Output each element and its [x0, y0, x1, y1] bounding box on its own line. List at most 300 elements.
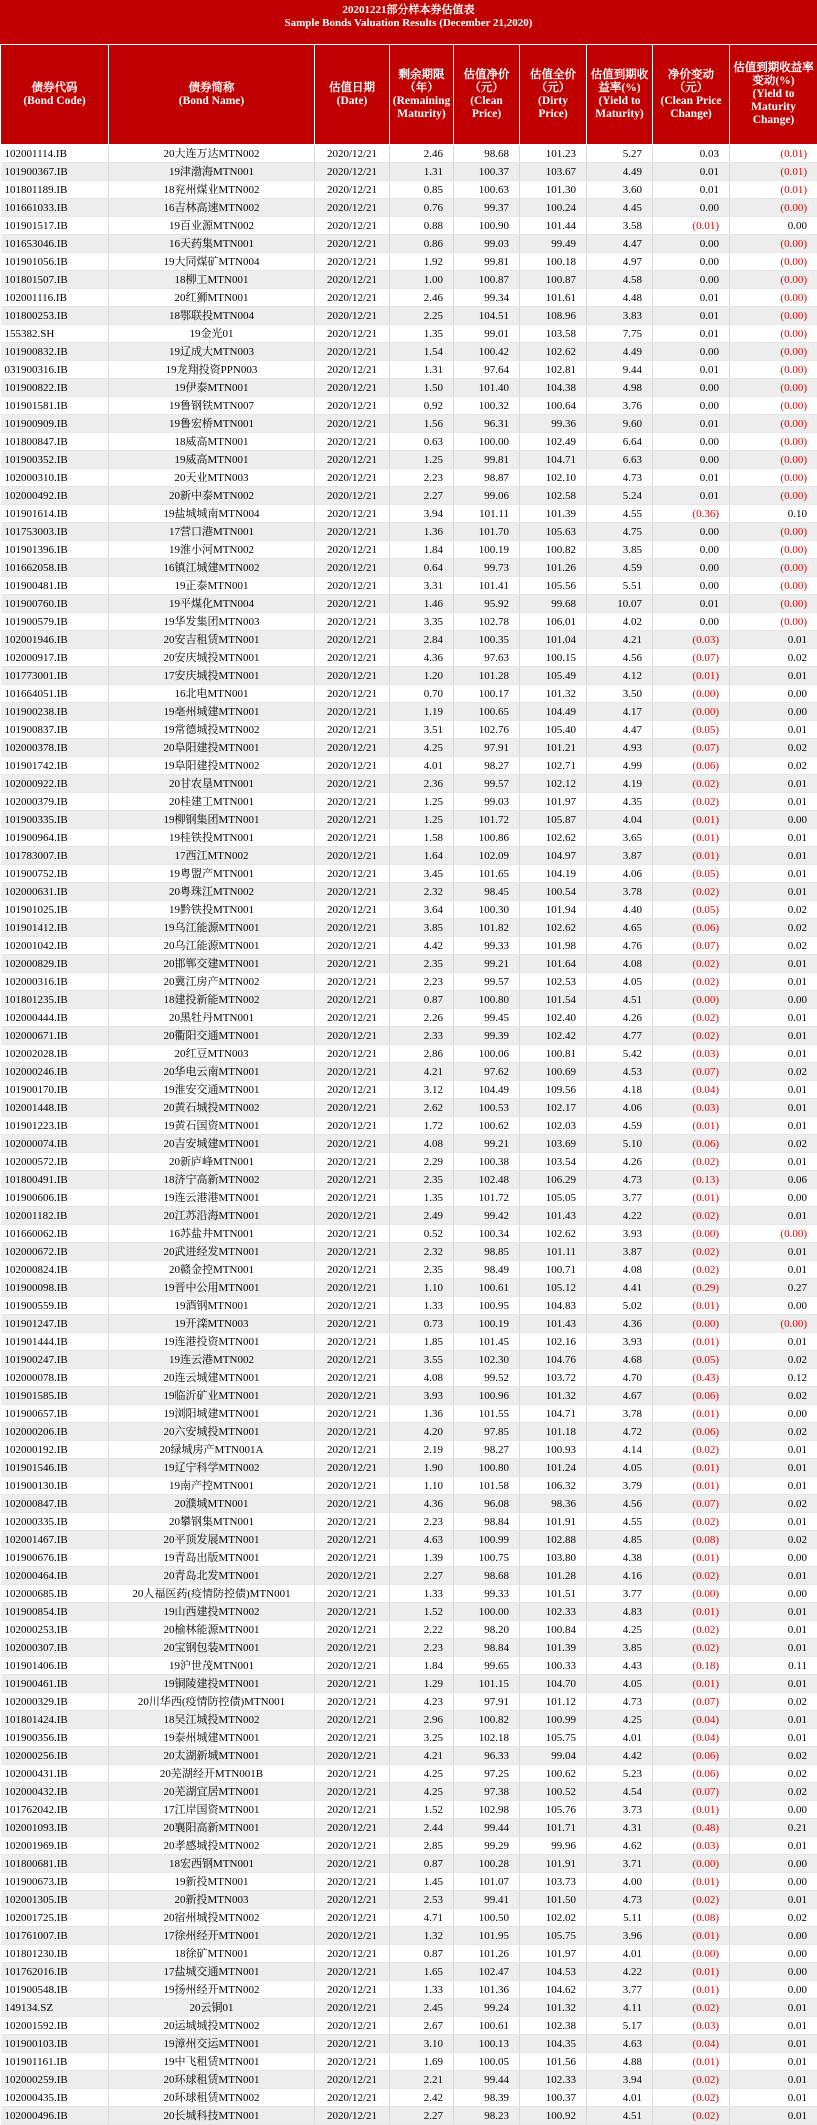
cell-yield-change: (0.00) [730, 1315, 817, 1333]
cell-bond-name: 20川华西(疫情防控债)MTN001 [109, 1693, 315, 1711]
cell-clean-price-change: 0.01 [653, 415, 730, 433]
cell-clean-price-change: (0.02) [653, 1639, 730, 1657]
cell-date: 2020/12/21 [315, 1909, 390, 1927]
cell-remaining-maturity: 2.46 [390, 289, 454, 307]
cell-remaining-maturity: 4.21 [390, 1063, 454, 1081]
cell-clean-price: 101.72 [454, 1189, 520, 1207]
cell-yield: 4.47 [587, 235, 653, 253]
cell-clean-price: 100.05 [454, 2053, 520, 2071]
cell-clean-price-change: 0.01 [653, 487, 730, 505]
cell-yield: 4.11 [587, 1999, 653, 2017]
cell-remaining-maturity: 1.33 [390, 1981, 454, 1999]
cell-yield: 3.60 [587, 181, 653, 199]
table-row [1, 1927, 817, 1945]
table-row [1, 397, 817, 415]
cell-clean-price-change: 0.00 [653, 523, 730, 541]
cell-bond-code: 102001042.IB [1, 937, 109, 955]
cell-date: 2020/12/21 [315, 2035, 390, 2053]
cell-yield: 4.01 [587, 2089, 653, 2107]
cell-dirty-price: 101.04 [520, 631, 587, 649]
cell-yield: 4.22 [587, 1207, 653, 1225]
cell-bond-code: 101900481.IB [1, 577, 109, 595]
cell-yield-change: 0.01 [730, 1477, 817, 1495]
cell-clean-price: 99.06 [454, 487, 520, 505]
cell-yield-change: (0.01) [730, 145, 817, 163]
cell-clean-price-change: (0.02) [653, 955, 730, 973]
cell-date: 2020/12/21 [315, 1189, 390, 1207]
table-row [1, 1765, 817, 1783]
cell-yield: 5.24 [587, 487, 653, 505]
cell-bond-code: 102000824.IB [1, 1261, 109, 1279]
cell-dirty-price: 100.81 [520, 1045, 587, 1063]
cell-dirty-price: 103.58 [520, 325, 587, 343]
table-row [1, 1819, 817, 1837]
cell-clean-price-change: 0.01 [653, 307, 730, 325]
cell-yield-change: 0.00 [730, 991, 817, 1009]
table-row [1, 1117, 817, 1135]
cell-date: 2020/12/21 [315, 1729, 390, 1747]
cell-clean-price: 98.27 [454, 757, 520, 775]
cell-yield: 4.72 [587, 1423, 653, 1441]
cell-dirty-price: 101.54 [520, 991, 587, 1009]
table-row [1, 865, 817, 883]
cell-date: 2020/12/21 [315, 1045, 390, 1063]
cell-remaining-maturity: 1.52 [390, 1603, 454, 1621]
cell-bond-name: 20绿城房产MTN001A [109, 1441, 315, 1459]
cell-bond-name: 19平煤化MTN004 [109, 595, 315, 613]
cell-bond-code: 101900247.IB [1, 1351, 109, 1369]
cell-dirty-price: 101.97 [520, 793, 587, 811]
cell-yield-change: 0.02 [730, 1495, 817, 1513]
table-row [1, 1315, 817, 1333]
cell-dirty-price: 102.12 [520, 775, 587, 793]
cell-yield: 4.49 [587, 163, 653, 181]
cell-remaining-maturity: 3.35 [390, 613, 454, 631]
cell-clean-price-change: (0.03) [653, 1045, 730, 1063]
cell-bond-name: 19开滦MTN003 [109, 1315, 315, 1333]
cell-yield: 3.73 [587, 1801, 653, 1819]
table-row [1, 1495, 817, 1513]
table-row [1, 1369, 817, 1387]
column-header-yield-change: 估值到期收益率变动(%) (Yield to Maturity Change) [730, 45, 817, 145]
cell-yield-change: 0.00 [730, 1297, 817, 1315]
cell-date: 2020/12/21 [315, 811, 390, 829]
cell-yield-change: 0.01 [730, 2071, 817, 2089]
cell-yield: 3.78 [587, 883, 653, 901]
cell-clean-price: 102.30 [454, 1351, 520, 1369]
cell-remaining-maturity: 0.85 [390, 181, 454, 199]
table-row [1, 415, 817, 433]
cell-yield: 4.75 [587, 523, 653, 541]
cell-bond-code: 102000253.IB [1, 1621, 109, 1639]
table-row [1, 487, 817, 505]
cell-bond-name: 20新投MTN003 [109, 1891, 315, 1909]
cell-remaining-maturity: 4.08 [390, 1369, 454, 1387]
cell-clean-price-change: 0.01 [653, 469, 730, 487]
cell-bond-code: 101901247.IB [1, 1315, 109, 1333]
cell-bond-name: 19扬州经开MTN002 [109, 1981, 315, 1999]
cell-yield: 6.63 [587, 451, 653, 469]
cell-dirty-price: 101.32 [520, 1999, 587, 2017]
cell-bond-code: 102000671.IB [1, 1027, 109, 1045]
table-row [1, 829, 817, 847]
cell-clean-price-change: (0.03) [653, 1099, 730, 1117]
cell-remaining-maturity: 4.20 [390, 1423, 454, 1441]
cell-clean-price-change: (0.01) [653, 1333, 730, 1351]
cell-clean-price-change: (0.29) [653, 1279, 730, 1297]
cell-bond-name: 16苏盐井MTN001 [109, 1225, 315, 1243]
cell-bond-code: 031900316.IB [1, 361, 109, 379]
table-row [1, 1981, 817, 1999]
cell-bond-name: 20环球租赁MTN002 [109, 2089, 315, 2107]
cell-bond-code: 101901056.IB [1, 253, 109, 271]
cell-remaining-maturity: 1.92 [390, 253, 454, 271]
table-row [1, 1693, 817, 1711]
cell-clean-price: 97.85 [454, 1423, 520, 1441]
table-row [1, 1675, 817, 1693]
cell-clean-price-change: (0.06) [653, 1765, 730, 1783]
cell-clean-price-change: (0.01) [653, 1477, 730, 1495]
cell-clean-price-change: 0.00 [653, 577, 730, 595]
cell-clean-price: 102.78 [454, 613, 520, 631]
cell-yield: 3.96 [587, 1927, 653, 1945]
cell-yield-change: 0.02 [730, 1747, 817, 1765]
cell-clean-price-change: (0.01) [653, 811, 730, 829]
cell-clean-price-change: (0.02) [653, 1261, 730, 1279]
cell-dirty-price: 105.75 [520, 1927, 587, 1945]
cell-date: 2020/12/21 [315, 1855, 390, 1873]
table-row [1, 1549, 817, 1567]
cell-bond-code: 101900170.IB [1, 1081, 109, 1099]
cell-remaining-maturity: 1.69 [390, 2053, 454, 2071]
cell-remaining-maturity: 1.00 [390, 271, 454, 289]
cell-bond-code: 102000335.IB [1, 1513, 109, 1531]
cell-clean-price-change: (0.02) [653, 2071, 730, 2089]
cell-bond-code: 101762042.IB [1, 1801, 109, 1819]
cell-bond-code: 102000329.IB [1, 1693, 109, 1711]
cell-bond-code: 102001116.IB [1, 289, 109, 307]
cell-yield-change: 0.01 [730, 1891, 817, 1909]
cell-date: 2020/12/21 [315, 397, 390, 415]
cell-bond-name: 19辽成大MTN003 [109, 343, 315, 361]
cell-yield-change: 0.00 [730, 1405, 817, 1423]
cell-bond-name: 19中飞租赁MTN001 [109, 2053, 315, 2071]
cell-remaining-maturity: 1.90 [390, 1459, 454, 1477]
cell-bond-name: 20武进经发MTN001 [109, 1243, 315, 1261]
cell-bond-code: 101800847.IB [1, 433, 109, 451]
cell-dirty-price: 101.18 [520, 1423, 587, 1441]
cell-yield-change: 0.00 [730, 1801, 817, 1819]
cell-yield: 4.73 [587, 469, 653, 487]
table-row [1, 721, 817, 739]
cell-bond-code: 101801230.IB [1, 1945, 109, 1963]
cell-dirty-price: 106.32 [520, 1477, 587, 1495]
cell-clean-price: 100.37 [454, 163, 520, 181]
cell-yield-change: (0.00) [730, 541, 817, 559]
cell-clean-price: 99.44 [454, 2071, 520, 2089]
cell-remaining-maturity: 0.52 [390, 1225, 454, 1243]
cell-remaining-maturity: 1.31 [390, 163, 454, 181]
cell-dirty-price: 101.97 [520, 1945, 587, 1963]
cell-bond-name: 20新庐峰MTN001 [109, 1153, 315, 1171]
cell-yield-change: 0.01 [730, 1027, 817, 1045]
cell-dirty-price: 102.53 [520, 973, 587, 991]
cell-clean-price: 100.80 [454, 991, 520, 1009]
cell-clean-price: 100.28 [454, 1855, 520, 1873]
cell-clean-price: 100.42 [454, 343, 520, 361]
cell-date: 2020/12/21 [315, 451, 390, 469]
cell-yield-change: (0.00) [730, 559, 817, 577]
cell-date: 2020/12/21 [315, 865, 390, 883]
cell-remaining-maturity: 2.32 [390, 1243, 454, 1261]
table-row [1, 577, 817, 595]
cell-remaining-maturity: 1.52 [390, 1801, 454, 1819]
cell-bond-code: 101801189.IB [1, 181, 109, 199]
bond-valuation-table [0, 44, 817, 2125]
cell-clean-price-change: (0.02) [653, 1441, 730, 1459]
cell-clean-price-change: 0.00 [653, 379, 730, 397]
cell-clean-price: 100.38 [454, 1153, 520, 1171]
cell-clean-price-change: (0.02) [653, 973, 730, 991]
cell-dirty-price: 101.32 [520, 1387, 587, 1405]
cell-clean-price-change: (0.18) [653, 1657, 730, 1675]
cell-bond-name: 20红豆MTN003 [109, 1045, 315, 1063]
cell-bond-code: 102001969.IB [1, 1837, 109, 1855]
cell-remaining-maturity: 3.45 [390, 865, 454, 883]
title-english: Sample Bonds Valuation Results (December 21,2020) [0, 17, 817, 30]
cell-date: 2020/12/21 [315, 523, 390, 541]
cell-yield: 3.77 [587, 1189, 653, 1207]
cell-date: 2020/12/21 [315, 1927, 390, 1945]
cell-clean-price-change: (0.02) [653, 2089, 730, 2107]
cell-dirty-price: 104.76 [520, 1351, 587, 1369]
cell-remaining-maturity: 2.26 [390, 1009, 454, 1027]
cell-remaining-maturity: 2.32 [390, 883, 454, 901]
cell-clean-price-change: (0.03) [653, 631, 730, 649]
cell-bond-code: 101761007.IB [1, 1927, 109, 1945]
cell-yield: 4.88 [587, 2053, 653, 2071]
cell-clean-price: 99.34 [454, 289, 520, 307]
cell-clean-price-change: (0.06) [653, 1387, 730, 1405]
cell-clean-price: 100.99 [454, 1531, 520, 1549]
cell-yield: 4.25 [587, 1711, 653, 1729]
cell-date: 2020/12/21 [315, 1279, 390, 1297]
cell-dirty-price: 102.62 [520, 343, 587, 361]
table-row [1, 1333, 817, 1351]
cell-dirty-price: 102.58 [520, 487, 587, 505]
cell-yield: 4.54 [587, 1783, 653, 1801]
cell-yield-change: 0.02 [730, 1387, 817, 1405]
cell-yield: 5.02 [587, 1297, 653, 1315]
cell-date: 2020/12/21 [315, 1423, 390, 1441]
cell-yield: 4.73 [587, 1891, 653, 1909]
cell-dirty-price: 104.53 [520, 1963, 587, 1981]
cell-date: 2020/12/21 [315, 2107, 390, 2125]
cell-clean-price: 100.13 [454, 2035, 520, 2053]
table-row [1, 1513, 817, 1531]
cell-dirty-price: 100.62 [520, 1765, 587, 1783]
cell-bond-code: 102000685.IB [1, 1585, 109, 1603]
cell-clean-price: 98.27 [454, 1441, 520, 1459]
cell-date: 2020/12/21 [315, 1873, 390, 1891]
cell-clean-price: 101.41 [454, 577, 520, 595]
table-row [1, 1207, 817, 1225]
cell-dirty-price: 102.71 [520, 757, 587, 775]
cell-clean-price-change: (0.08) [653, 1531, 730, 1549]
cell-bond-code: 149134.SZ [1, 1999, 109, 2017]
cell-yield: 4.26 [587, 1153, 653, 1171]
cell-clean-price-change: 0.01 [653, 289, 730, 307]
cell-bond-name: 19柳钢集团MTN001 [109, 811, 315, 829]
cell-clean-price: 101.07 [454, 1873, 520, 1891]
cell-yield-change: 0.00 [730, 811, 817, 829]
cell-bond-name: 18柳工MTN001 [109, 271, 315, 289]
cell-yield-change: 0.00 [730, 1855, 817, 1873]
cell-date: 2020/12/21 [315, 1837, 390, 1855]
cell-clean-price: 98.39 [454, 2089, 520, 2107]
table-row [1, 2035, 817, 2053]
cell-clean-price-change: (0.06) [653, 919, 730, 937]
cell-dirty-price: 104.62 [520, 1981, 587, 1999]
cell-yield: 4.42 [587, 1747, 653, 1765]
cell-yield: 4.85 [587, 1531, 653, 1549]
cell-yield: 3.93 [587, 1333, 653, 1351]
cell-remaining-maturity: 2.44 [390, 1819, 454, 1837]
cell-clean-price-change: (0.04) [653, 1081, 730, 1099]
cell-remaining-maturity: 1.85 [390, 1333, 454, 1351]
cell-bond-name: 19伊泰MTN001 [109, 379, 315, 397]
cell-dirty-price: 102.03 [520, 1117, 587, 1135]
sheet-title [0, 0, 817, 44]
cell-dirty-price: 100.18 [520, 253, 587, 271]
table-row [1, 145, 817, 163]
cell-bond-code: 101661033.IB [1, 199, 109, 217]
cell-dirty-price: 101.43 [520, 1207, 587, 1225]
cell-date: 2020/12/21 [315, 631, 390, 649]
cell-yield-change: 0.01 [730, 1081, 817, 1099]
cell-clean-price-change: (0.00) [653, 1225, 730, 1243]
table-row [1, 1747, 817, 1765]
cell-yield-change: 0.01 [730, 955, 817, 973]
cell-remaining-maturity: 1.72 [390, 1117, 454, 1135]
cell-clean-price-change: (0.02) [653, 1009, 730, 1027]
cell-yield: 4.36 [587, 1315, 653, 1333]
cell-clean-price: 99.81 [454, 451, 520, 469]
cell-clean-price-change: (0.04) [653, 2035, 730, 2053]
cell-clean-price: 100.95 [454, 1297, 520, 1315]
cell-remaining-maturity: 3.31 [390, 577, 454, 595]
cell-bond-code: 101901161.IB [1, 2053, 109, 2071]
cell-yield: 5.10 [587, 1135, 653, 1153]
cell-clean-price-change: (0.01) [653, 1603, 730, 1621]
cell-bond-code: 101783007.IB [1, 847, 109, 865]
cell-bond-code: 101664051.IB [1, 685, 109, 703]
cell-dirty-price: 100.37 [520, 2089, 587, 2107]
cell-date: 2020/12/21 [315, 1027, 390, 1045]
cell-clean-price: 100.19 [454, 541, 520, 559]
table-row [1, 1603, 817, 1621]
cell-bond-code: 101900559.IB [1, 1297, 109, 1315]
cell-remaining-maturity: 0.87 [390, 1855, 454, 1873]
cell-yield: 4.22 [587, 1963, 653, 1981]
cell-bond-code: 101901396.IB [1, 541, 109, 559]
cell-date: 2020/12/21 [315, 271, 390, 289]
cell-yield: 5.51 [587, 577, 653, 595]
cell-date: 2020/12/21 [315, 1153, 390, 1171]
cell-clean-price: 100.32 [454, 397, 520, 415]
cell-yield-change: 0.11 [730, 1657, 817, 1675]
cell-yield-change: (0.00) [730, 397, 817, 415]
cell-bond-name: 19酒钢MTN001 [109, 1297, 315, 1315]
table-row [1, 955, 817, 973]
cell-remaining-maturity: 3.55 [390, 1351, 454, 1369]
cell-dirty-price: 101.23 [520, 145, 587, 163]
table-row [1, 1135, 817, 1153]
cell-remaining-maturity: 3.94 [390, 505, 454, 523]
table-row [1, 2089, 817, 2107]
cell-date: 2020/12/21 [315, 1063, 390, 1081]
cell-clean-price-change: (0.02) [653, 1567, 730, 1585]
cell-remaining-maturity: 2.49 [390, 1207, 454, 1225]
cell-date: 2020/12/21 [315, 1171, 390, 1189]
cell-date: 2020/12/21 [315, 289, 390, 307]
cell-dirty-price: 103.69 [520, 1135, 587, 1153]
cell-yield-change: 0.01 [730, 847, 817, 865]
cell-bond-name: 19阜阳建投MTN002 [109, 757, 315, 775]
cell-date: 2020/12/21 [315, 1135, 390, 1153]
cell-bond-name: 19盐城城南MTN004 [109, 505, 315, 523]
cell-clean-price-change: (0.00) [653, 991, 730, 1009]
cell-yield: 3.76 [587, 397, 653, 415]
cell-bond-code: 101900356.IB [1, 1729, 109, 1747]
cell-bond-name: 19南产控MTN001 [109, 1477, 315, 1495]
table-row [1, 1657, 817, 1675]
cell-bond-name: 20乌江能源MTN001 [109, 937, 315, 955]
cell-bond-code: 101900760.IB [1, 595, 109, 613]
cell-clean-price: 97.62 [454, 1063, 520, 1081]
cell-yield: 4.67 [587, 1387, 653, 1405]
cell-clean-price-change: (0.06) [653, 1747, 730, 1765]
cell-yield-change: 0.01 [730, 1243, 817, 1261]
cell-yield: 9.44 [587, 361, 653, 379]
table-row [1, 1387, 817, 1405]
cell-date: 2020/12/21 [315, 1981, 390, 1999]
cell-yield: 3.65 [587, 829, 653, 847]
cell-yield-change: 0.12 [730, 1369, 817, 1387]
cell-clean-price: 95.92 [454, 595, 520, 613]
cell-clean-price-change: 0.00 [653, 433, 730, 451]
cell-dirty-price: 103.72 [520, 1369, 587, 1387]
cell-clean-price: 97.91 [454, 1693, 520, 1711]
cell-date: 2020/12/21 [315, 541, 390, 559]
cell-remaining-maturity: 1.33 [390, 1297, 454, 1315]
cell-remaining-maturity: 2.62 [390, 1099, 454, 1117]
cell-bond-name: 20榆林能源MTN001 [109, 1621, 315, 1639]
cell-dirty-price: 104.71 [520, 1405, 587, 1423]
cell-clean-price: 102.48 [454, 1171, 520, 1189]
cell-yield-change: 0.21 [730, 1819, 817, 1837]
cell-yield-change: 0.00 [730, 217, 817, 235]
cell-bond-code: 101900832.IB [1, 343, 109, 361]
cell-yield-change: 0.01 [730, 2035, 817, 2053]
cell-remaining-maturity: 1.36 [390, 523, 454, 541]
cell-remaining-maturity: 2.23 [390, 973, 454, 991]
table-row [1, 289, 817, 307]
cell-clean-price-change: (0.00) [653, 1855, 730, 1873]
cell-remaining-maturity: 3.64 [390, 901, 454, 919]
cell-bond-name: 20濮城MTN001 [109, 1495, 315, 1513]
cell-bond-code: 102000074.IB [1, 1135, 109, 1153]
